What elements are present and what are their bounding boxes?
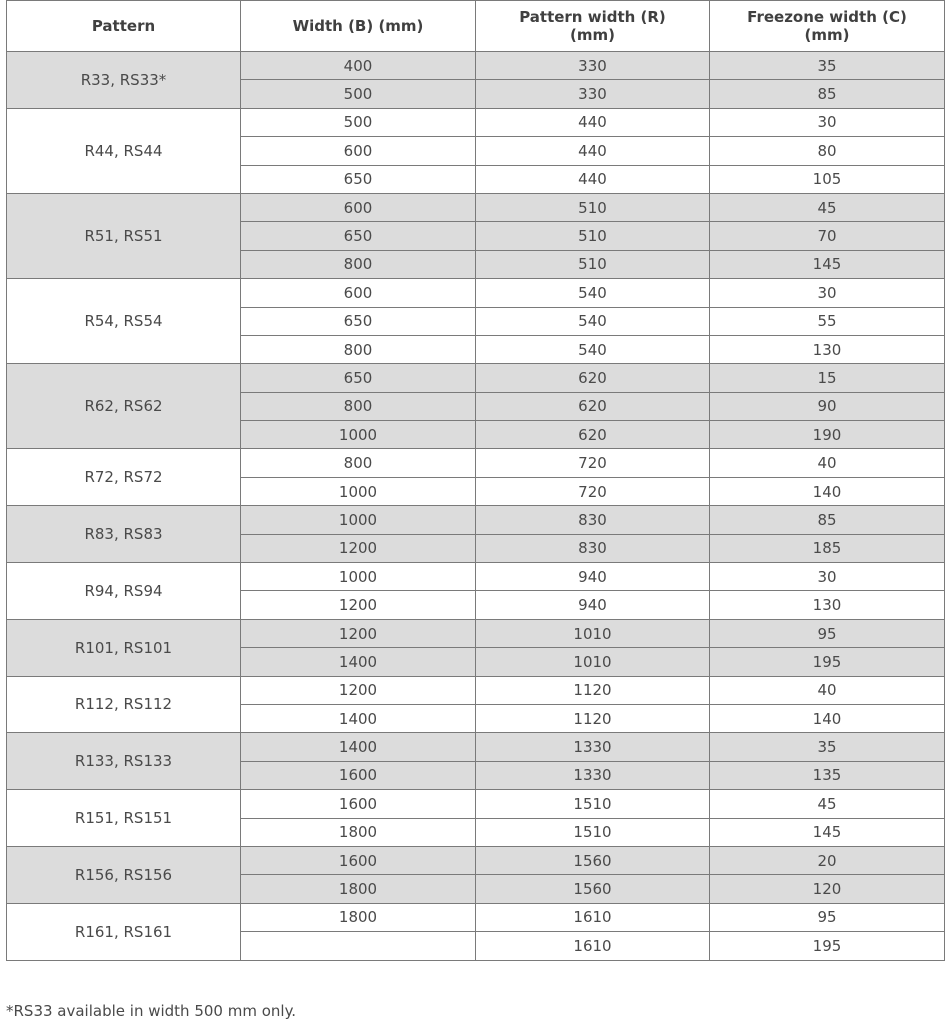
freezone-width-cell: 70 [710, 222, 945, 250]
pattern-width-cell: 1010 [476, 648, 710, 676]
pattern-width-cell: 510 [476, 193, 710, 221]
pattern-cell: R94, RS94 [7, 563, 241, 620]
width-cell: 1000 [241, 563, 476, 591]
table-header [7, 1, 945, 52]
header-width-b: Width (B) (mm) [241, 1, 476, 52]
pattern-width-cell: 440 [476, 137, 710, 165]
freezone-width-cell: 55 [710, 307, 945, 335]
width-cell: 1000 [241, 421, 476, 449]
pattern-width-cell: 510 [476, 222, 710, 250]
freezone-width-cell: 35 [710, 733, 945, 761]
freezone-width-cell: 20 [710, 846, 945, 874]
freezone-width-cell: 130 [710, 591, 945, 619]
pattern-width-cell: 940 [476, 591, 710, 619]
table-row [7, 619, 945, 647]
pattern-width-cell: 440 [476, 108, 710, 136]
width-cell [241, 932, 476, 960]
pattern-width-cell: 1120 [476, 704, 710, 732]
freezone-width-cell: 145 [710, 818, 945, 846]
freezone-width-cell: 40 [710, 676, 945, 704]
freezone-width-cell: 140 [710, 477, 945, 505]
table-row [7, 108, 945, 136]
pattern-width-cell: 1560 [476, 846, 710, 874]
pattern-cell: R51, RS51 [7, 193, 241, 278]
pattern-width-cell: 1330 [476, 733, 710, 761]
width-cell: 650 [241, 165, 476, 193]
freezone-width-cell: 35 [710, 52, 945, 80]
pattern-width-cell: 940 [476, 563, 710, 591]
freezone-width-cell: 45 [710, 790, 945, 818]
freezone-width-cell: 45 [710, 193, 945, 221]
pattern-width-cell: 720 [476, 449, 710, 477]
table-row [7, 193, 945, 221]
pattern-width-cell: 1010 [476, 619, 710, 647]
table-row [7, 790, 945, 818]
freezone-width-cell: 140 [710, 704, 945, 732]
pattern-width-cell: 620 [476, 364, 710, 392]
freezone-width-cell: 145 [710, 250, 945, 278]
table-row [7, 279, 945, 307]
freezone-width-cell: 85 [710, 80, 945, 108]
table-body [7, 52, 945, 961]
pattern-width-cell: 1330 [476, 761, 710, 789]
width-cell: 1600 [241, 846, 476, 874]
pattern-width-cell: 1510 [476, 818, 710, 846]
width-cell: 500 [241, 80, 476, 108]
pattern-cell: R54, RS54 [7, 279, 241, 364]
freezone-width-cell: 130 [710, 335, 945, 363]
pattern-width-cell: 830 [476, 534, 710, 562]
width-cell: 800 [241, 392, 476, 420]
pattern-cell: R133, RS133 [7, 733, 241, 790]
freezone-width-cell: 30 [710, 108, 945, 136]
width-cell: 800 [241, 449, 476, 477]
table-row [7, 364, 945, 392]
table-row [7, 506, 945, 534]
pattern-width-cell: 330 [476, 52, 710, 80]
table-row [7, 563, 945, 591]
pattern-width-cell: 1560 [476, 875, 710, 903]
pattern-cell: R112, RS112 [7, 676, 241, 733]
width-cell: 1200 [241, 591, 476, 619]
header-pattern: Pattern [7, 1, 241, 52]
width-cell: 650 [241, 222, 476, 250]
width-cell: 600 [241, 193, 476, 221]
table-row [7, 733, 945, 761]
freezone-width-cell: 195 [710, 648, 945, 676]
pattern-table-container [6, 0, 944, 961]
freezone-width-cell: 195 [710, 932, 945, 960]
width-cell: 1200 [241, 676, 476, 704]
width-cell: 500 [241, 108, 476, 136]
freezone-width-cell: 135 [710, 761, 945, 789]
table-row [7, 903, 945, 931]
pattern-width-cell: 830 [476, 506, 710, 534]
footnote: *RS33 available in width 500 mm only. [6, 1002, 297, 1020]
pattern-width-cell: 440 [476, 165, 710, 193]
width-cell: 800 [241, 335, 476, 363]
pattern-cell: R33, RS33* [7, 52, 241, 109]
width-cell: 1000 [241, 477, 476, 505]
width-cell: 1400 [241, 733, 476, 761]
freezone-width-cell: 30 [710, 279, 945, 307]
width-cell: 800 [241, 250, 476, 278]
freezone-width-cell: 185 [710, 534, 945, 562]
pattern-width-cell: 620 [476, 392, 710, 420]
table-row [7, 676, 945, 704]
width-cell: 400 [241, 52, 476, 80]
pattern-width-cell: 1610 [476, 903, 710, 931]
pattern-width-table [6, 0, 945, 961]
width-cell: 1600 [241, 761, 476, 789]
pattern-cell: R62, RS62 [7, 364, 241, 449]
width-cell: 1000 [241, 506, 476, 534]
pattern-cell: R161, RS161 [7, 903, 241, 960]
pattern-width-cell: 720 [476, 477, 710, 505]
freezone-width-cell: 30 [710, 563, 945, 591]
freezone-width-cell: 105 [710, 165, 945, 193]
width-cell: 1200 [241, 534, 476, 562]
pattern-cell: R44, RS44 [7, 108, 241, 193]
table-row [7, 846, 945, 874]
pattern-width-cell: 1120 [476, 676, 710, 704]
pattern-width-cell: 510 [476, 250, 710, 278]
pattern-cell: R83, RS83 [7, 506, 241, 563]
freezone-width-cell: 95 [710, 619, 945, 647]
pattern-width-cell: 330 [476, 80, 710, 108]
header-pattern-width: Pattern width (R) (mm) [476, 1, 710, 52]
freezone-width-cell: 190 [710, 421, 945, 449]
freezone-width-cell: 120 [710, 875, 945, 903]
header-freezone-width: Freezone width (C) (mm) [710, 1, 945, 52]
freezone-width-cell: 80 [710, 137, 945, 165]
pattern-width-cell: 540 [476, 279, 710, 307]
freezone-width-cell: 85 [710, 506, 945, 534]
table-row [7, 52, 945, 80]
width-cell: 600 [241, 279, 476, 307]
width-cell: 650 [241, 307, 476, 335]
pattern-width-cell: 540 [476, 307, 710, 335]
width-cell: 650 [241, 364, 476, 392]
header-row [7, 1, 945, 52]
pattern-width-cell: 1610 [476, 932, 710, 960]
width-cell: 1400 [241, 704, 476, 732]
width-cell: 600 [241, 137, 476, 165]
width-cell: 1800 [241, 875, 476, 903]
pattern-cell: R151, RS151 [7, 790, 241, 847]
table-row [7, 449, 945, 477]
freezone-width-cell: 90 [710, 392, 945, 420]
freezone-width-cell: 40 [710, 449, 945, 477]
freezone-width-cell: 95 [710, 903, 945, 931]
width-cell: 1400 [241, 648, 476, 676]
width-cell: 1600 [241, 790, 476, 818]
freezone-width-cell: 15 [710, 364, 945, 392]
pattern-width-cell: 1510 [476, 790, 710, 818]
width-cell: 1800 [241, 903, 476, 931]
width-cell: 1800 [241, 818, 476, 846]
pattern-cell: R72, RS72 [7, 449, 241, 506]
pattern-width-cell: 540 [476, 335, 710, 363]
width-cell: 1200 [241, 619, 476, 647]
pattern-width-cell: 620 [476, 421, 710, 449]
pattern-cell: R101, RS101 [7, 619, 241, 676]
pattern-cell: R156, RS156 [7, 846, 241, 903]
